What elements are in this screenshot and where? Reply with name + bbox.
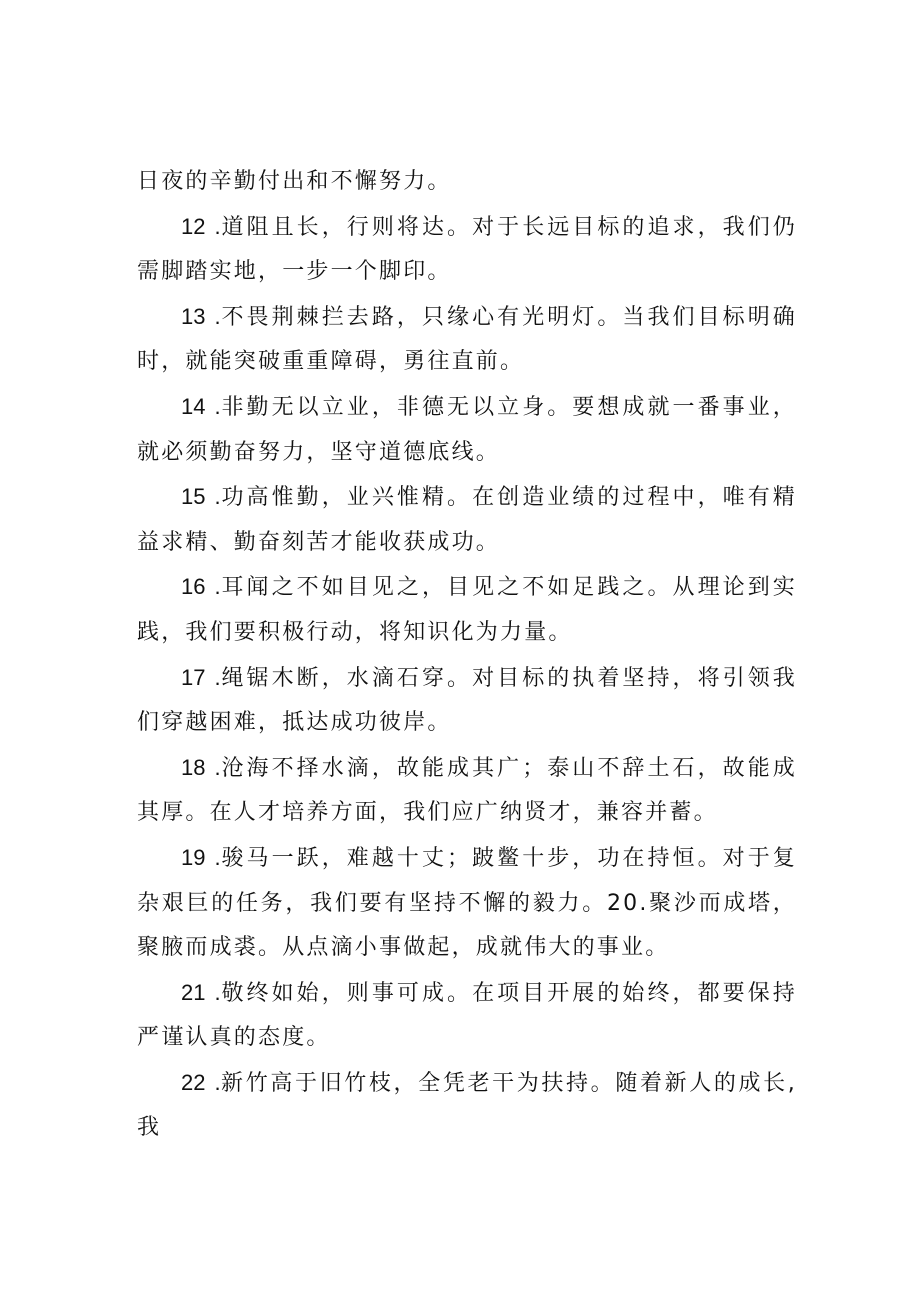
paragraph-12	[137, 205, 797, 295]
paragraph-18	[137, 746, 797, 836]
paragraph-number: 19	[181, 844, 206, 870]
paragraph-16	[137, 565, 797, 655]
paragraph-text: 非勤无以立业，非德无以立身。要想成就一番事业，就必须勤奋努力，坚守道德底线。	[137, 394, 797, 465]
paragraph-text: 耳闻之不如目见之，目见之不如足践之。从理论到实践，我们要积极行动，将知识化为力量。	[137, 575, 797, 645]
number-separator: .	[214, 303, 221, 329]
paragraph-text: 日夜的辛勤付出和不懈努力。	[137, 169, 452, 194]
paragraph-14	[137, 385, 797, 475]
paragraph-number: 16	[181, 574, 206, 600]
number-separator: .	[214, 213, 221, 239]
number-separator: .	[214, 484, 221, 510]
paragraph-21	[137, 971, 797, 1061]
paragraph-number: 12	[181, 213, 206, 239]
paragraph-number: 22	[181, 1069, 206, 1095]
paragraph-number: 21	[181, 979, 206, 1005]
paragraph-19	[137, 836, 797, 971]
paragraph-text: 绳锯木断，水滴石穿。对目标的执着坚持，将引领我们穿越困难，抵达成功彼岸。	[137, 665, 797, 736]
number-separator: .	[214, 844, 221, 870]
paragraph-number: 15	[181, 484, 206, 510]
paragraph-text: 功高惟勤，业兴惟精。在创造业绩的过程中，唯有精益求精、勤奋刻苦才能收获成功。	[137, 485, 797, 555]
paragraph-22	[137, 1061, 797, 1151]
paragraph-text: 新竹高于旧竹枝，全凭老干为扶持。随着新人的成长,我	[137, 1070, 797, 1141]
paragraph-number: 14	[181, 393, 206, 419]
number-separator: .	[214, 979, 221, 1005]
number-separator: .	[214, 393, 221, 419]
paragraph-number: 18	[181, 754, 206, 780]
paragraph-15	[137, 475, 797, 565]
paragraph-text: 不畏荆棘拦去路，只缘心有光明灯。当我们目标明确时，就能突破重重障碍，勇往直前。	[137, 304, 797, 375]
paragraph-text: 敬终如始，则事可成。在项目开展的始终，都要保持严谨认真的态度。	[137, 980, 797, 1051]
paragraph-number: 13	[181, 303, 206, 329]
paragraph-text: 骏马一跃，难越十丈；跛鳖十步，功在持恒。对于复杂艰巨的任务，我们要有坚持不懈的毅力。20.聚沙而成塔，聚腋而成裘。从点滴小事做起，成就伟大的事业。	[137, 845, 797, 961]
document-body	[137, 160, 797, 1151]
number-separator: .	[214, 754, 221, 780]
paragraph-17	[137, 656, 797, 746]
paragraph-text: 沧海不择水滴，故能成其广；泰山不辞土石，故能成其厚。在人才培养方面，我们应广纳贤才，兼容并蓄。	[137, 755, 797, 826]
number-separator: .	[214, 664, 221, 690]
number-separator: .	[214, 1069, 221, 1095]
paragraph-continuation	[137, 160, 797, 205]
paragraph-13	[137, 295, 797, 385]
number-separator: .	[214, 574, 221, 600]
paragraph-text: 道阻且长，行则将达。对于长远目标的追求，我们仍需脚踏实地，一步一个脚印。	[137, 214, 797, 285]
paragraph-number: 17	[181, 664, 206, 690]
